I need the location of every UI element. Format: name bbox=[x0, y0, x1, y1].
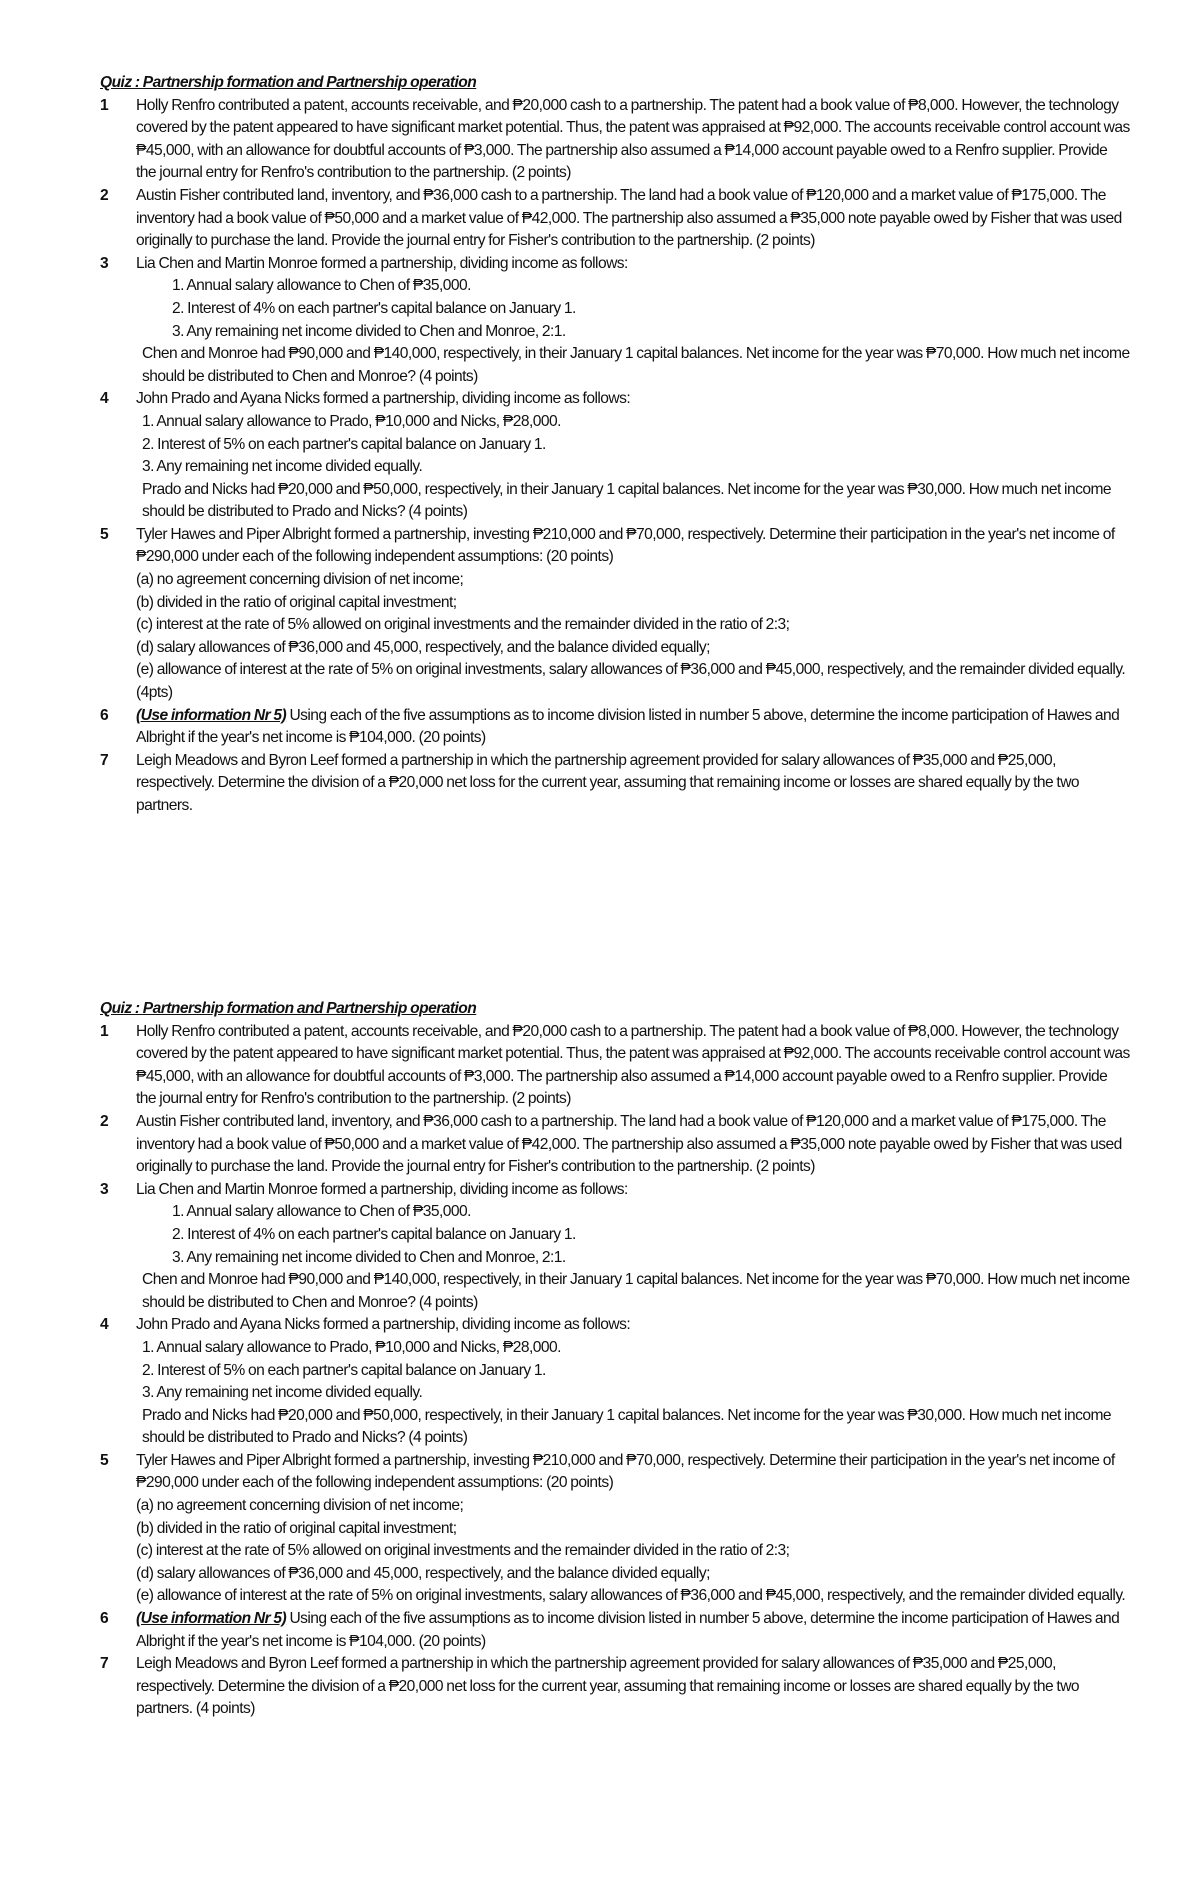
reference-note: (Use information Nr 5) bbox=[136, 706, 287, 724]
question-text: Leigh Meadows and Byron Leef formed a partnership in which the partnership agreement provided for salary allowances of ₱35,000 and ₱25,000, respectively. Determine the division of a ₱20,000 net loss for the current year, assuming that remaining income or losses are shared equally by the two partners. bbox=[136, 751, 1080, 814]
list-item: (b) divided in the ratio of original capital investment; bbox=[136, 593, 457, 611]
question-number: 6 bbox=[100, 1610, 109, 1628]
question-2 bbox=[100, 1111, 1130, 1179]
question-intro: Tyler Hawes and Piper Albright formed a partnership, investing ₱210,000 and ₱70,000, respectively. Determine their participation in the year's net income of ₱290,000 under each of the following independent assumptions: (20 points) bbox=[136, 1451, 1115, 1492]
question-text: Chen and Monroe had ₱90,000 and ₱140,000, respectively, in their January 1 capital balances. Net income for the year was ₱70,000. How much net income should be distributed to Chen and Monroe? (4 points) bbox=[142, 345, 1130, 385]
list-item: 3. Any remaining net income divided to Chen and Monroe, 2:1. bbox=[172, 1248, 566, 1266]
question-4 bbox=[100, 388, 1130, 524]
question-1 bbox=[100, 95, 1130, 185]
list-item: 1. Annual salary allowance to Chen of ₱35,000. bbox=[172, 277, 471, 295]
question-number: 6 bbox=[100, 706, 109, 724]
question-5 bbox=[100, 1450, 1130, 1608]
list-item: (c) interest at the rate of 5% allowed on original investments and the remainder divided in the ratio of 2:3; bbox=[136, 616, 790, 634]
question-text: Holly Renfro contributed a patent, accounts receivable, and ₱20,000 cash to a partnership. The patent had a book value of ₱8,000. However, the technology covered by the patent appeared to have significant market potential. Thus, the patent was appraised at ₱92,000. The accounts receivable control account was ₱45,000, with an allowance for doubtful accounts of ₱3,000. The partnership also assumed a ₱14,000 account payable owed to a Renfro supplier. Provide the journal entry for Renfro's contribution to the partnership. (2 points) bbox=[136, 1022, 1130, 1108]
question-number: 1 bbox=[100, 1022, 109, 1040]
list-item: (d) salary allowances of ₱36,000 and 45,000, respectively, and the balance divided equally; bbox=[136, 638, 710, 656]
question-number: 1 bbox=[100, 96, 109, 114]
question-number: 5 bbox=[100, 1451, 109, 1469]
quiz-section bbox=[100, 998, 1130, 1721]
question-2 bbox=[100, 185, 1130, 253]
question-number: 3 bbox=[100, 1180, 109, 1198]
question-number: 4 bbox=[100, 1316, 109, 1334]
list-item: 2. Interest of 5% on each partner's capital balance on January 1. bbox=[142, 435, 546, 453]
question-4 bbox=[100, 1314, 1130, 1450]
list-item: 3. Any remaining net income divided equally. bbox=[142, 1384, 423, 1402]
question-number: 2 bbox=[100, 1112, 109, 1130]
list-item: 2. Interest of 5% on each partner's capital balance on January 1. bbox=[142, 1361, 546, 1379]
list-item: 1. Annual salary allowance to Prado, ₱10,000 and Nicks, ₱28,000. bbox=[142, 412, 561, 430]
list-item: (e) allowance of interest at the rate of 5% on original investments, salary allowances of ₱36,000 and ₱45,000, respectively, and the remainder divided equally. bbox=[136, 1587, 1126, 1605]
list-item: (a) no agreement concerning division of net income; bbox=[136, 1497, 464, 1515]
question-intro: Tyler Hawes and Piper Albright formed a partnership, investing ₱210,000 and ₱70,000, respectively. Determine their participation in the year's net income of ₱290,000 under each of the following independent assumptions: (20 points) bbox=[136, 525, 1115, 566]
question-number: 5 bbox=[100, 525, 109, 543]
question-number: 2 bbox=[100, 186, 109, 204]
question-text: Austin Fisher contributed land, inventory, and ₱36,000 cash to a partnership. The land had a book value of ₱120,000 and a market value of ₱175,000. The inventory had a book value of ₱50,000 and a market value of ₱42,000. The partnership also assumed a ₱35,000 note payable owed by Fisher that was used originally to purchase the land. Provide the journal entry for Fisher's contribution to the partnership. (2 points) bbox=[136, 1112, 1122, 1176]
question-3 bbox=[100, 1179, 1130, 1315]
list-item: 3. Any remaining net income divided equally. bbox=[142, 458, 423, 476]
list-item: (b) divided in the ratio of original capital investment; bbox=[136, 1519, 457, 1537]
list-item: 1. Annual salary allowance to Prado, ₱10,000 and Nicks, ₱28,000. bbox=[142, 1338, 561, 1356]
question-text: Prado and Nicks had ₱20,000 and ₱50,000, respectively, in their January 1 capital balances. Net income for the year was ₱30,000. How much net income should be distributed to Prado and Nicks? (4 points) bbox=[142, 1406, 1112, 1447]
list-item: (a) no agreement concerning division of net income; bbox=[136, 571, 464, 589]
quiz-title: Quiz : Partnership formation and Partnership operation bbox=[100, 74, 477, 91]
question-text: Holly Renfro contributed a patent, accounts receivable, and ₱20,000 cash to a partnership. The patent had a book value of ₱8,000. However, the technology covered by the patent appeared to have significant market potential. Thus, the patent was appraised at ₱92,000. The accounts receivable control account was ₱45,000, with an allowance for doubtful accounts of ₱3,000. The partnership also assumed a ₱14,000 account payable owed to a Renfro supplier. Provide the journal entry for Renfro's contribution to the partnership. (2 points) bbox=[136, 96, 1130, 182]
question-text: Prado and Nicks had ₱20,000 and ₱50,000, respectively, in their January 1 capital balances. Net income for the year was ₱30,000. How much net income should be distributed to Prado and Nicks? (4 points) bbox=[142, 480, 1112, 521]
question-intro: John Prado and Ayana Nicks formed a partnership, dividing income as follows: bbox=[136, 390, 631, 408]
list-item: (e) allowance of interest at the rate of 5% on original investments, salary allowances of ₱36,000 and ₱45,000, respectively, and the remainder divided equally.(4pts) bbox=[136, 661, 1126, 702]
question-text: Using each of the five assumptions as to income division listed in number 5 above, determine the income participation of Hawes and Albright if the year's net income is ₱104,000. (20 points) bbox=[136, 706, 1120, 747]
list-item: (d) salary allowances of ₱36,000 and 45,000, respectively, and the balance divided equally; bbox=[136, 1564, 710, 1582]
question-text: Leigh Meadows and Byron Leef formed a partnership in which the partnership agreement provided for salary allowances of ₱35,000 and ₱25,000, respectively. Determine the division of a ₱20,000 net loss for the current year, assuming that remaining income or losses are shared equally by the two partners. (4 points) bbox=[136, 1655, 1080, 1718]
question-7 bbox=[100, 750, 1130, 818]
list-item: 1. Annual salary allowance to Chen of ₱35,000. bbox=[172, 1203, 471, 1221]
question-number: 7 bbox=[100, 751, 109, 769]
question-6 bbox=[100, 705, 1130, 750]
question-text: Using each of the five assumptions as to income division listed in number 5 above, determine the income participation of Hawes and Albright if the year's net income is ₱104,000. (20 points) bbox=[136, 1610, 1120, 1650]
question-1 bbox=[100, 1021, 1130, 1111]
reference-note: (Use information Nr 5) bbox=[136, 1610, 287, 1628]
question-7 bbox=[100, 1653, 1130, 1721]
question-3 bbox=[100, 253, 1130, 389]
list-item: 2. Interest of 4% on each partner's capital balance on January 1. bbox=[172, 299, 576, 317]
question-number: 4 bbox=[100, 390, 109, 408]
question-6 bbox=[100, 1608, 1130, 1653]
question-number: 3 bbox=[100, 254, 109, 272]
question-text: Chen and Monroe had ₱90,000 and ₱140,000, respectively, in their January 1 capital balances. Net income for the year was ₱70,000. How much net income should be distributed to Chen and Monroe? (4 points) bbox=[142, 1271, 1130, 1311]
list-item: (c) interest at the rate of 5% allowed on original investments and the remainder divided in the ratio of 2:3; bbox=[136, 1542, 790, 1560]
question-5 bbox=[100, 524, 1130, 705]
quiz-title: Quiz : Partnership formation and Partnership operation bbox=[100, 1000, 477, 1017]
quiz-section bbox=[100, 72, 1130, 818]
question-number: 7 bbox=[100, 1655, 109, 1673]
list-item: 3. Any remaining net income divided to Chen and Monroe, 2:1. bbox=[172, 322, 566, 340]
question-intro: John Prado and Ayana Nicks formed a partnership, dividing income as follows: bbox=[136, 1316, 631, 1334]
question-text: Austin Fisher contributed land, inventory, and ₱36,000 cash to a partnership. The land had a book value of ₱120,000 and a market value of ₱175,000. The inventory had a book value of ₱50,000 and a market value of ₱42,000. The partnership also assumed a ₱35,000 note payable owed by Fisher that was used originally to purchase the land. Provide the journal entry for Fisher's contribution to the partnership. (2 points) bbox=[136, 186, 1122, 250]
question-intro: Lia Chen and Martin Monroe formed a partnership, dividing income as follows: bbox=[136, 1180, 628, 1198]
list-item: 2. Interest of 4% on each partner's capital balance on January 1. bbox=[172, 1225, 576, 1243]
question-intro: Lia Chen and Martin Monroe formed a partnership, dividing income as follows: bbox=[136, 254, 628, 272]
